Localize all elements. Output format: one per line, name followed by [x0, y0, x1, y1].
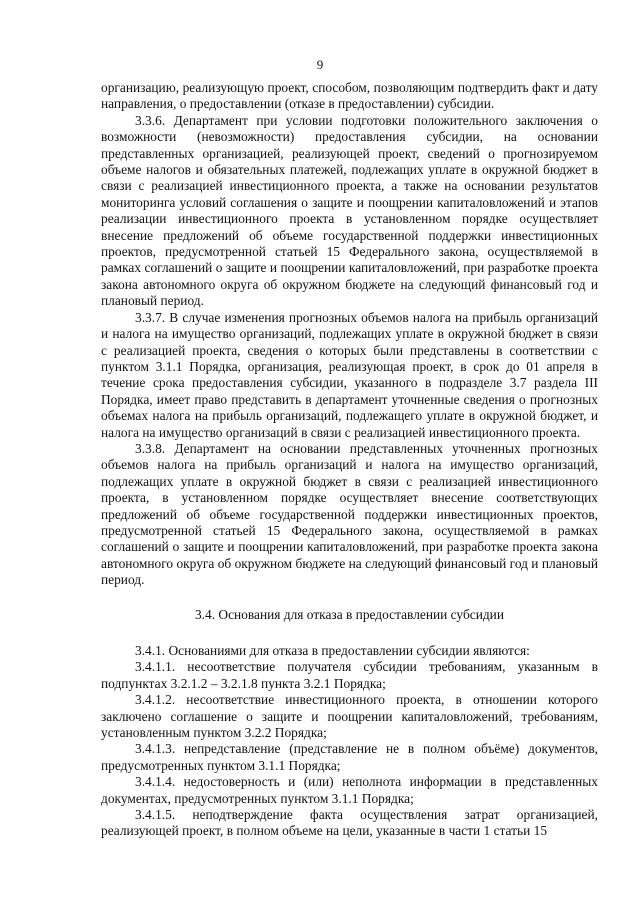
paragraph-3-4-1-4: 3.4.1.4. недостоверность и (или) неполнота информации в представленных документах, предусмотренных пунктом 3.1.1 Порядка; [101, 774, 598, 806]
paragraph-3-3-8: 3.3.8. Департамент на основании представленных уточненных прогнозных объемов налога на прибыль организаций и налога на имущество организаций, подлежащих уплате в окружной бюджет в связи с реализацией инвестиционного проекта, в установленном порядке осуществляет внесение соответствующих предложений об объеме государственной поддержки инвестиционных проектов, предусмотренной статьей 15 Федерального закона, осуществляемой в рамках соглашений о защите и поощрении капиталовложений, при разработке проекта закона автономного округа об окружном бюджете на следующий финансовый год и плановый период. [101, 440, 598, 588]
paragraph-3-4-1-5: 3.4.1.5. неподтверждение факта осуществления затрат организацией, реализующей проект, в полном объеме на цели, указанные в части 1 статьи 15 [101, 807, 598, 839]
paragraph-3-4-1-1: 3.4.1.1. несоответствие получателя субсидии требованиям, указанным в подпунктах 3.2.1.2 – 3.2.1.8 пункта 3.2.1 Порядка; [101, 659, 598, 691]
paragraph-3-3-6: 3.3.6. Департамент при условии подготовки положительного заключения о возможности (невозможности) предоставления субсидии, на основании представленных организацией, реализующей проект, сведений о прогнозируемом объеме налогов и обязательных платежей, подлежащих уплате в окружной бюджет в связи с реализацией инвестиционного проекта, а также на основании результатов мониторинга условий соглашения о защите и поощрении капиталовложений и этапов реализации инвестиционного проекта в установленном порядке осуществляет внесение предложений об объеме государственной поддержки инвестиционных проектов, предусмотренной статьей 15 Федерального закона, осуществляемой в рамках соглашений о защите и поощрении капиталовложений, при разработке проекта закона автономного округа об окружном бюджете на следующий финансовый год и плановый период. [101, 112, 598, 309]
section-heading: 3.4. Основания для отказа в предоставлении субсидии [194, 606, 505, 622]
document-body [101, 80, 598, 840]
paragraph-3-3-7: 3.3.7. В случае изменения прогнозных объемов налога на прибыль организаций и налога на имущество организаций, подлежащих уплате в окружной бюджет в связи с реализацией проекта, сведения о которых были представлены в соответствии с пунктом 3.1.1 Порядка, организация, реализующая проект, в срок до 01 апреля в течение срока предоставления субсидии, указанного в подразделе 3.7 раздела III Порядка, имеет право представить в департамент уточненные сведения о прогнозных объемах налога на прибыль организаций, подлежащего уплате в окружной бюджет, и налога на имущество организаций в связи с реализацией инвестиционного проекта. [101, 309, 598, 440]
paragraph-3-4-1-2: 3.4.1.2. несоответствие инвестиционного проекта, в отношении которого заключено соглашение о защите и поощрении капиталовложений, требованиям, установленным пунктом 3.2.2 Порядка; [101, 692, 598, 741]
paragraph-3-4-1: 3.4.1. Основаниями для отказа в предоставлении субсидии являются: [135, 643, 530, 658]
paragraph-continuation: организацию, реализующую проект, способом, позволяющим подтвердить факт и дату направления, о предоставлении (отказе в предоставлении) субсидии. [101, 80, 598, 112]
paragraph-3-4-1-3: 3.4.1.3. непредставление (представление не в полном объёме) документов, предусмотренных пунктом 3.1.1 Порядка; [101, 741, 598, 773]
page-number: 9 [316, 57, 324, 72]
